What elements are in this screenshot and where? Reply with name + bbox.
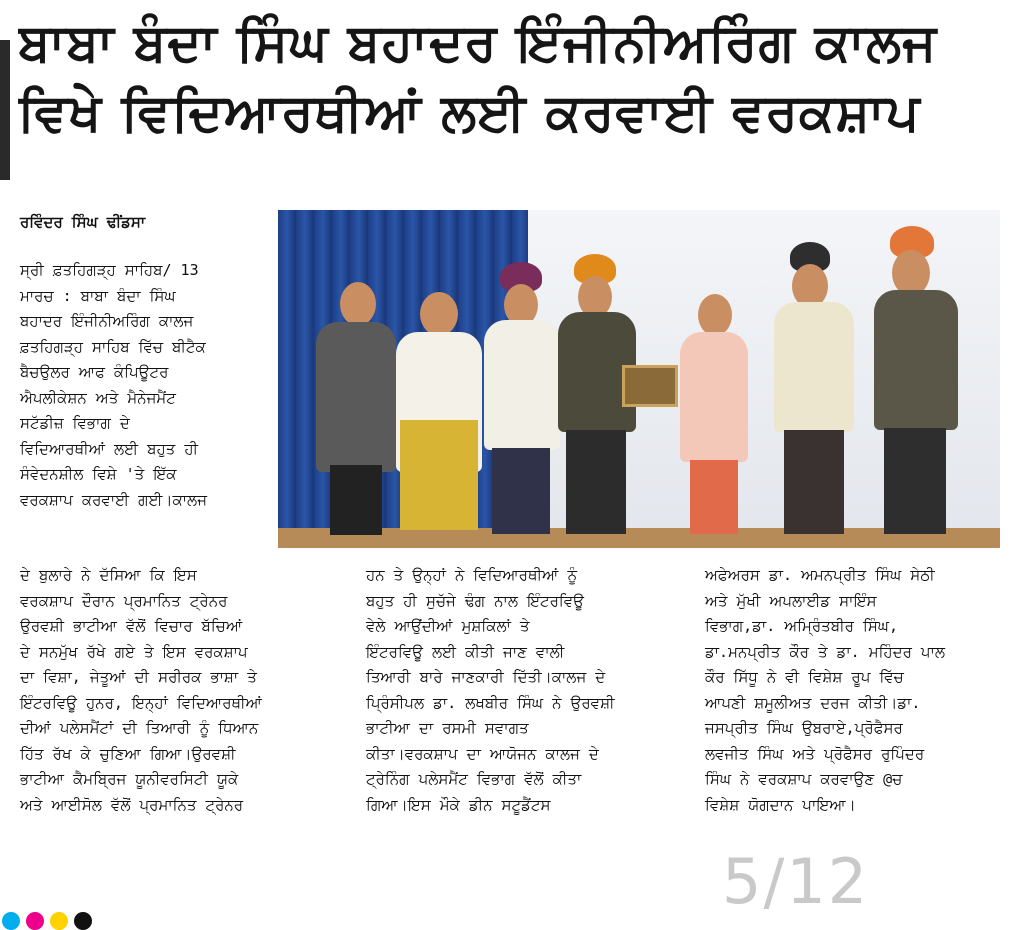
registration-dot-magenta — [26, 912, 44, 930]
registration-dot-cyan — [2, 912, 20, 930]
article-column-2: ਹਨ ਤੇ ਉਨ੍ਹਾਂ ਨੇ ਵਿਦਿਆਰਥੀਆਂ ਨੂੰ ਬਹੁਤ ਹੀ ਸੁਚੱਜੇ ਢੰਗ ਨਾਲ ਇੰਟਰਵਿਊ ਵੇਲੇ ਆਉਂਦੀਆਂ ਮੁਸ਼ਕਿਲਾਂ ਤੇ ਇੰਟਰਵਿਊ ਲਈ ਕੀਤੀ ਜਾਣ ਵਾਲੀ ਤਿਆਰੀ ਬਾਰੇ ਜਾਣਕਾਰੀ ਦਿੱਤੀ।ਕਾਲਜ ਦੇ ਪ੍ਰਿੰਸੀਪਲ ਡਾ. ਲਖਬੀਰ ਸਿੰਘ ਨੇ ਉਰਵਸ਼ੀ ਭਾਟੀਆ ਦਾ ਰਸਮੀ ਸਵਾਗਤ ਕੀਤਾ।ਵਰਕਸ਼ਾਪ ਦਾ ਆਯੋਜਨ ਕਾਲਜ ਦੇ ਟ੍ਰੇਨਿੰਗ ਪਲੇਸਮੈਂਟ ਵਿਭਾਗ ਵੱਲੋਂ ਕੀਤਾ ਗਿਆ।ਇਸ ਮੌਕੇ ਡੀਨ ਸਟੂਡੈਂਟਸ — [366, 566, 615, 814]
headline-line-2: ਵਿਖੇ ਵਿਦਿਆਰਥੀਆਂ ਲਈ ਕਰਵਾਈ ਵਰਕਸ਼ਾਪ — [18, 83, 921, 143]
registration-dot-black — [74, 912, 92, 930]
author-name: ਰਵਿੰਦਰ ਸਿੰਘ ਢੀਂਡਸਾ — [20, 213, 146, 231]
registration-dot-yellow — [50, 912, 68, 930]
page-number-watermark: 5/12 — [722, 845, 870, 918]
byline — [20, 210, 272, 234]
article-column-1: ਦੇ ਬੁਲਾਰੇ ਨੇ ਦੱਸਿਆ ਕਿ ਇਸ ਵਰਕਸ਼ਾਪ ਦੌਰਾਨ ਪ੍ਰਮਾਨਿਤ ਟ੍ਰੇਨਰ ਉਰਵਸ਼ੀ ਭਾਟੀਆ ਵੱਲੋਂ ਵਿਚਾਰ ਬੱਚਿਆਂ ਦੇ ਸਨਮੁੱਖ ਰੱਖੇ ਗਏ ਤੇ ਇਸ ਵਰਕਸ਼ਾਪ ਦਾ ਵਿਸ਼ਾ, ਜੇਤੂਆਂ ਦੀ ਸਰੀਰਕ ਭਾਸ਼ਾ ਤੇ ਇੰਟਰਵਿਊ ਹੁਨਰ, ਇਨ੍ਹਾਂ ਵਿਦਿਆਰਥੀਆਂ ਦੀਆਂ ਪਲੇਸਮੈਂਟਾਂ ਦੀ ਤਿਆਰੀ ਨੂੰ ਧਿਆਨ ਹਿੱਤ ਰੱਖ ਕੇ ਚੁਣਿਆ ਗਿਆ।ਉਰਵਸ਼ੀ ਭਾਟੀਆ ਕੈਮਬ੍ਰਿਜ ਯੂਨੀਵਰਸਿਟੀ ਯੂਕੇ ਅਤੇ ਆਈਸੋਲ ਵੱਲੋਂ ਪ੍ਰਮਾਨਿਤ ਟ੍ਰੇਨਰ — [20, 566, 262, 814]
page-edge-bar — [0, 40, 10, 180]
award-plaque — [622, 365, 678, 407]
news-photo — [278, 210, 1000, 548]
headline — [18, 8, 1013, 148]
article-column-1-top: ਸ੍ਰੀ ਫ਼ਤਹਿਗੜ੍ਹ ਸਾਹਿਬ/ 13 ਮਾਰਚ : ਬਾਬਾ ਬੰਦਾ ਸਿੰਘ ਬਹਾਦਰ ਇੰਜੀਨੀਅਰਿੰਗ ਕਾਲਜ ਫ਼ਤਹਿਗੜ੍ਹ ਸਾਹਿਬ ਵਿੱਚ ਬੀਟੈਕ ਬੈਚਉਲਰ ਆਫ ਕੰਪਿਊਟਰ ਐਪਲੀਕੇਸ਼ਨ ਅਤੇ ਮੈਨੇਜਮੈਂਟ ਸਟੱਡੀਜ਼ ਵਿਭਾਗ ਦੇ ਵਿਦਿਆਰਥੀਆਂ ਲਈ ਬਹੁਤ ਹੀ ਸੰਵੇਦਨਸ਼ੀਲ ਵਿਸ਼ੇ 'ਤੇ ਇੱਕ ਵਰਕਸ਼ਾਪ ਕਰਵਾਈ ਗਈ।ਕਾਲਜ — [20, 261, 207, 509]
headline-line-1: ਬਾਬਾ ਬੰਦਾ ਸਿੰਘ ਬਹਾਦਰ ਇੰਜੀਨੀਅਰਿੰਗ ਕਾਲਜ — [18, 13, 938, 73]
article-column-3: ਅਫੇਅਰਸ ਡਾ. ਅਮਨਪ੍ਰੀਤ ਸਿੰਘ ਸੇਠੀ ਅਤੇ ਮੁੱਖੀ ਅਪਲਾਈਡ ਸਾਇੰਸ ਵਿਭਾਗ,ਡਾ. ਅਮ੍ਰਿੰਤਬੀਰ ਸਿੰਘ, ਡਾ.ਮਨਪ੍ਰੀਤ ਕੌਰ ਤੇ ਡਾ. ਮਹਿੰਦਰ ਪਾਲ ਕੌਰ ਸਿੱਧੂ ਨੇ ਵੀ ਵਿਸ਼ੇਸ਼ ਰੂਪ ਵਿੱਚ ਆਪਣੀ ਸ਼ਮੂਲੀਅਤ ਦਰਜ ਕੀਤੀ।ਡਾ. ਜਸਪ੍ਰੀਤ ਸਿੰਘ ਉਬਰਾਏ,ਪ੍ਰੋਫੈਸਰ ਲਵਜੀਤ ਸਿੰਘ ਅਤੇ ਪ੍ਰੋਫੈਸਰ ਰੁਪਿੰਦਰ ਸਿੰਘ ਨੇ ਵਰਕਸ਼ਾਪ ਕਰਵਾਉਣ @ਚ ਵਿਸ਼ੇਸ਼ ਯੋਗਦਾਨ ਪਾਇਆ। — [705, 566, 946, 814]
